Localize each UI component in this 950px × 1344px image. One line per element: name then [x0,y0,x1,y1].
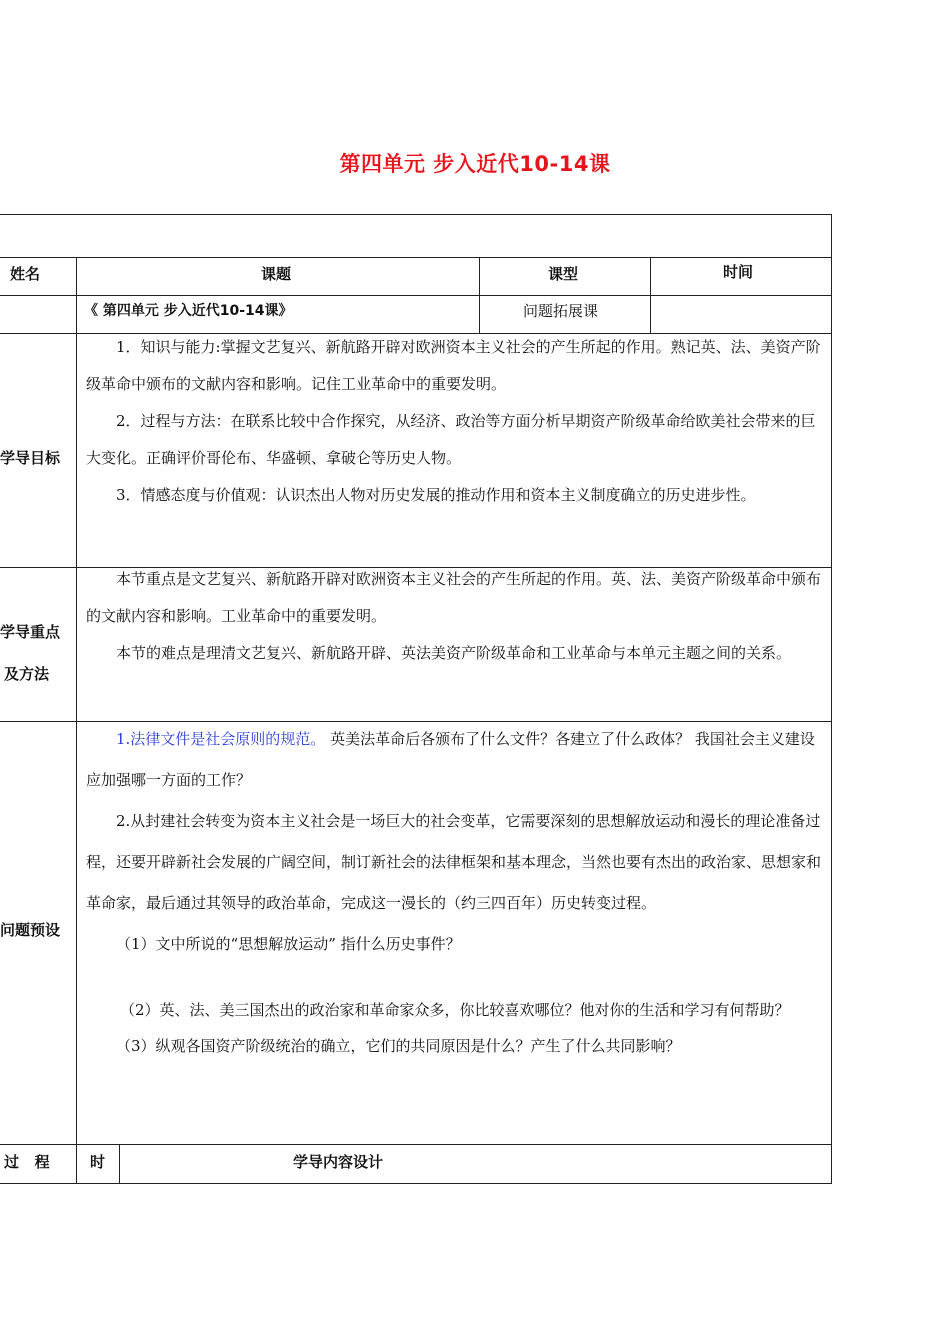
question-1-text: 英美法革命后各颁布了什么文件？各建立了什么政体？ 我国社会主义建设应加强哪一方面的工作？ [86,730,815,789]
focus-label: 及方法 [4,665,50,683]
col-divider [76,257,77,1184]
focus-item: 本节重点是文艺复兴、新航路开辟对欧洲资本主义社会的产生所起的作用。英、法、美资产阶级革命中颁布的文献内容和影响。工业革命中的重要发明。 [86,570,822,625]
col-divider [119,1144,120,1184]
sub-question: （1）文中所说的“思想解放运动” 指什么历史事件？ [116,935,461,953]
row-divider [0,257,832,258]
header-topic: 课题 [261,265,292,283]
process-label: 过 程 [4,1153,50,1171]
sub-question: （2）英、法、美三国杰出的政治家和革命家众多，你比较喜欢哪位？他对你的生活和学习有何帮助？ [120,1001,790,1019]
table-border-bottom [0,1183,832,1184]
header-type: 课型 [548,265,579,283]
process-design-label: 学导内容设计 [293,1153,384,1171]
header-time: 时间 [723,263,754,281]
col-divider [650,257,651,334]
table-border-right [831,214,832,1184]
focus-content [86,561,826,672]
question-2: 2.从封建社会转变为资本主义社会是一场巨大的社会变革，它需要深刻的思想解放运动和漫长的理论准备过程，还要开辟新社会发展的广阔空间，制订新社会的法律框架和基本理念，当然也要有杰出的政治家、思想家和革命家，最后通过其领导的政治革命，完成这一漫长的（约三四百年）历史转变过程。 [86,812,822,912]
table-border-top [0,214,832,215]
row-divider [0,295,832,296]
row-divider [0,1144,832,1145]
focus-label: 学导重点 [0,623,61,641]
questions-label: 问题预设 [0,921,61,939]
sub-question: （3）纵观各国资产阶级统治的确立，它们的共同原因是什么？产生了什么共同影响？ [116,1037,681,1055]
goals-content [86,329,826,514]
type-value: 问题拓展课 [523,302,599,320]
col-divider [479,257,480,334]
topic-value: 《 第四单元 步入近代10-14课》 [84,303,293,319]
question-1-highlight: 1.法律文件是社会原则的规范。 [116,730,326,748]
questions-content [86,719,826,1062]
goals-label: 学导目标 [0,449,61,467]
process-time-label: 时 [90,1153,106,1171]
header-name: 姓名 [10,265,41,283]
goal-item: 3．情感态度与价值观：认识杰出人物对历史发展的推动作用和资本主义制度确立的历史进步性。 [116,486,756,504]
page-title: 第四单元 步入近代10-14课 [339,152,611,176]
goal-item: 2．过程与方法：在联系比较中合作探究，从经济、政治等方面分析早期资产阶级革命给欧美社会带来的巨大变化。正确评价哥伦布、华盛顿、拿破仑等历史人物。 [86,412,816,467]
focus-item: 本节的难点是理清文艺复兴、新航路开辟、英法美资产阶级革命和工业革命与本单元主题之间的关系。 [116,644,792,662]
goal-item: 1．知识与能力:掌握文艺复兴、新航路开辟对欧洲资本主义社会的产生所起的作用。熟记英、法、美资产阶级革命中颁布的文献内容和影响。记住工业革命中的重要发明。 [86,338,821,393]
question-1 [86,719,826,801]
